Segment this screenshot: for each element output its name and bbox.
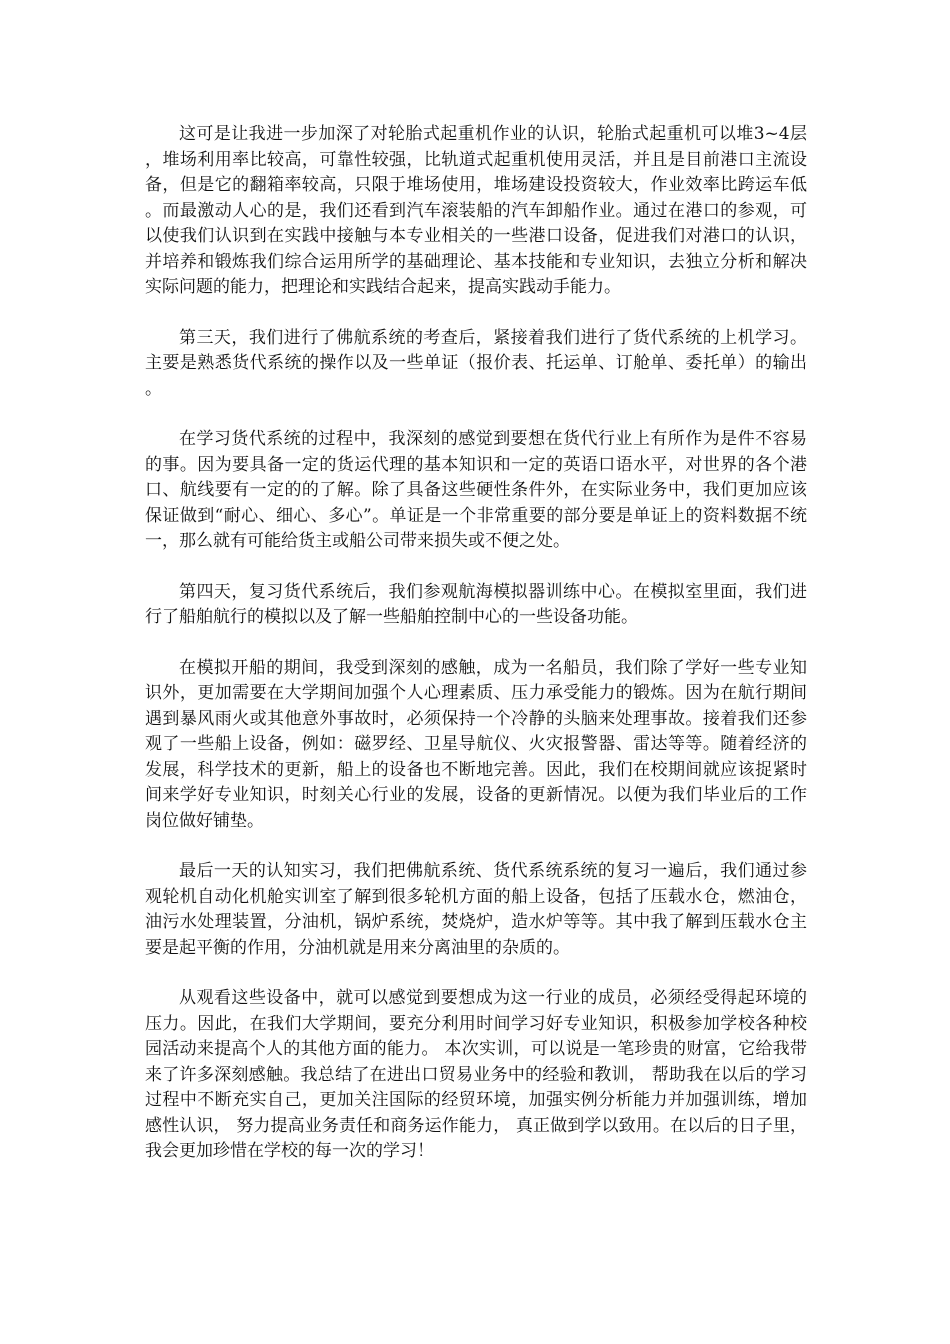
- paragraph-ship-simulation: 在模拟开船的期间，我受到深刻的感触，成为一名船员，我们除了学好一些专业知识外，更加需要在大学期间加强个人心理素质、压力承受能力的锻炼。因为在航行期间遇到暴风雨火或其他意外事故时，必须保持一个冷静的头脑来处理事故。接着我们还参观了一些船上设备，例如：磁罗经、卫星导航仪、火灾报警器、雷达等等。随着经济的发展，科学技术的更新，船上的设备也不断地完善。因此，我们在校期间就应该捉紧时间来学好专业知识，时刻关心行业的发展，设备的更新情况。以便为我们毕业后的工作岗位做好铺垫。: [145, 657, 807, 831]
- paragraph-last-day: 最后一天的认知实习，我们把佛航系统、货代系统系统的复习一遍后，我们通过参观轮机自动化机舱实训室了解到很多轮机方面的船上设备，包括了压载水仓，燃油仓，油污水处理装置，分油机，锅炉系统，焚烧炉，造水炉等等。其中我了解到压载水仓主要是起平衡的作用，分油机就是用来分离油里的杂质的。: [145, 861, 807, 958]
- paragraph-port-cranes: 这可是让我进一步加深了对轮胎式起重机作业的认识，轮胎式起重机可以堆3~4层，堆场利用率比较高，可靠性较强，比轨道式起重机使用灵活，并且是目前港口主流设备，但是它的翻箱率较高，只限于堆场使用，堆场建设投资较大，作业效率比跨运车低。而最激动人心的是，我们还看到汽车滚装船的汽车卸船作业。通过在港口的参观，可以使我们认识到在实践中接触与本专业相关的一些港口设备，促进我们对港口的认识，并培养和锻炼我们综合运用所学的基础理论、基本技能和专业知识，去独立分析和解决实际问题的能力，把理论和实践结合起来，提高实践动手能力。: [145, 124, 807, 297]
- paragraph-day-three: 第三天，我们进行了佛航系统的考查后，紧接着我们进行了货代系统的上机学习。主要是熟悉货代系统的操作以及一些单证（报价表、托运单、订舱单、委托单）的输出。: [145, 327, 807, 399]
- paragraph-freight-system: 在学习货代系统的过程中，我深刻的感觉到要想在货代行业上有所作为是件不容易的事。因为要具备一定的货运代理的基本知识和一定的英语口语水平，对世界的各个港口、航线要有一定的的了解。除了具备这些硬性条件外，在实际业务中，我们更加应该保证做到“耐心、细心、多心”。单证是一个非常重要的部分要是单证上的资料数据不统一，那么就有可能给货主或船公司带来损失或不便之处。: [145, 429, 807, 551]
- document-body: [145, 122, 807, 1190]
- paragraph-conclusion: 从观看这些设备中，就可以感觉到要想成为这一行业的成员，必须经受得起环境的压力。因此，在我们大学期间，要充分利用时间学习好专业知识，积极参加学校各种校园活动来提高个人的其他方面的能力。 本次实训，可以说是一笔珍贵的财富，它给我带来了许多深刻感触。我总结了在进出口贸易业务中的经验和教训， 帮助我在以后的学习过程中不断充实自己，更加关注国际的经贸环境，加强实例分析能力并加强训练，增加感性认识， 努力提高业务责任和商务运作能力， 真正做到学以致用。在以后的日子里，我会更加珍惜在学校的每一次的学习！: [145, 988, 807, 1161]
- paragraph-day-four: 第四天，复习货代系统后，我们参观航海模拟器训练中心。在模拟室里面，我们进行了船舶航行的模拟以及了解一些船舶控制中心的一些设备功能。: [145, 581, 807, 627]
